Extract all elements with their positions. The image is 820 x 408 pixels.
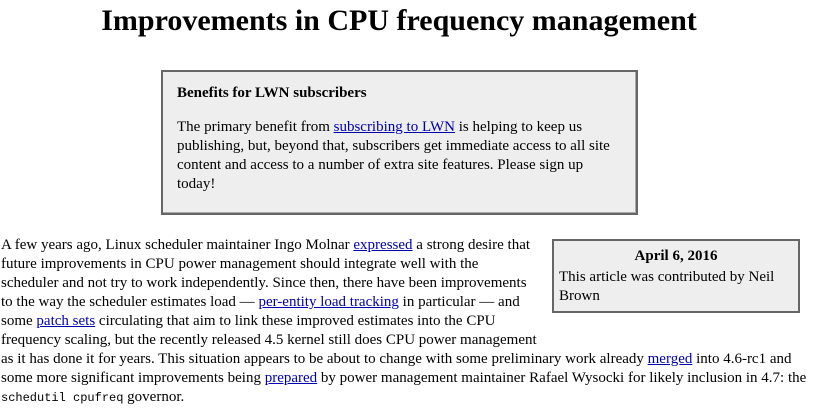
prepared-link[interactable]: prepared — [264, 370, 318, 386]
article-date: April 6, 2016 — [634, 248, 718, 264]
article-text-1: A few years ago, Linux scheduler maintainer Ingo Molnar — [1, 237, 354, 253]
article-body — [1, 236, 819, 408]
subscriber-text-before: The primary benefit from — [177, 119, 334, 135]
article-text-3: in particular — and some — [1, 294, 520, 329]
article-text-5: into 4.6-rc1 and some more significant improvements being — [1, 351, 792, 386]
subscriber-box-text — [177, 118, 622, 194]
subscriber-box-title: Benefits for LWN subscribers — [177, 85, 367, 101]
subscribe-link[interactable]: subscribing to LWN — [333, 119, 455, 135]
per-entity-load-tracking-link[interactable]: per-entity load tracking — [258, 294, 399, 310]
page-title: Improvements in CPU frequency management — [101, 4, 697, 37]
subscriber-text-after: is helping to keep us publishing, but, beyond that, subscribers get immediate access to all site content and access to a number of extra site features. Please sign up today! — [177, 119, 610, 192]
merged-link[interactable]: merged — [647, 351, 693, 367]
article-text-6: by power management maintainer Rafael Wysocki for likely inclusion in 4.7: the — [317, 370, 807, 386]
date-box-spacer — [537, 236, 819, 332]
patch-sets-link[interactable]: patch sets — [36, 313, 96, 329]
article-text-2: a strong desire that future improvements in CPU power management should integrate well with the scheduler and not try to work independently. Since then, there have been improvements to the way the scheduler estimates load — — [1, 237, 531, 310]
subscriber-benefits-box — [161, 70, 638, 215]
schedutil-code: schedutil cpufreq — [1, 391, 124, 405]
expressed-link[interactable]: expressed — [353, 237, 413, 253]
article-byline: This article was contributed by Neil Brown — [559, 269, 775, 304]
article-text-7: governor. — [123, 389, 185, 405]
article-text-4: circulating that aim to link these improved estimates into the CPU frequency scaling, but the recently released 4.5 kernel still does CPU power management as it has done it for years. This situation appears to be about to change with some preliminary work already — [1, 313, 648, 367]
